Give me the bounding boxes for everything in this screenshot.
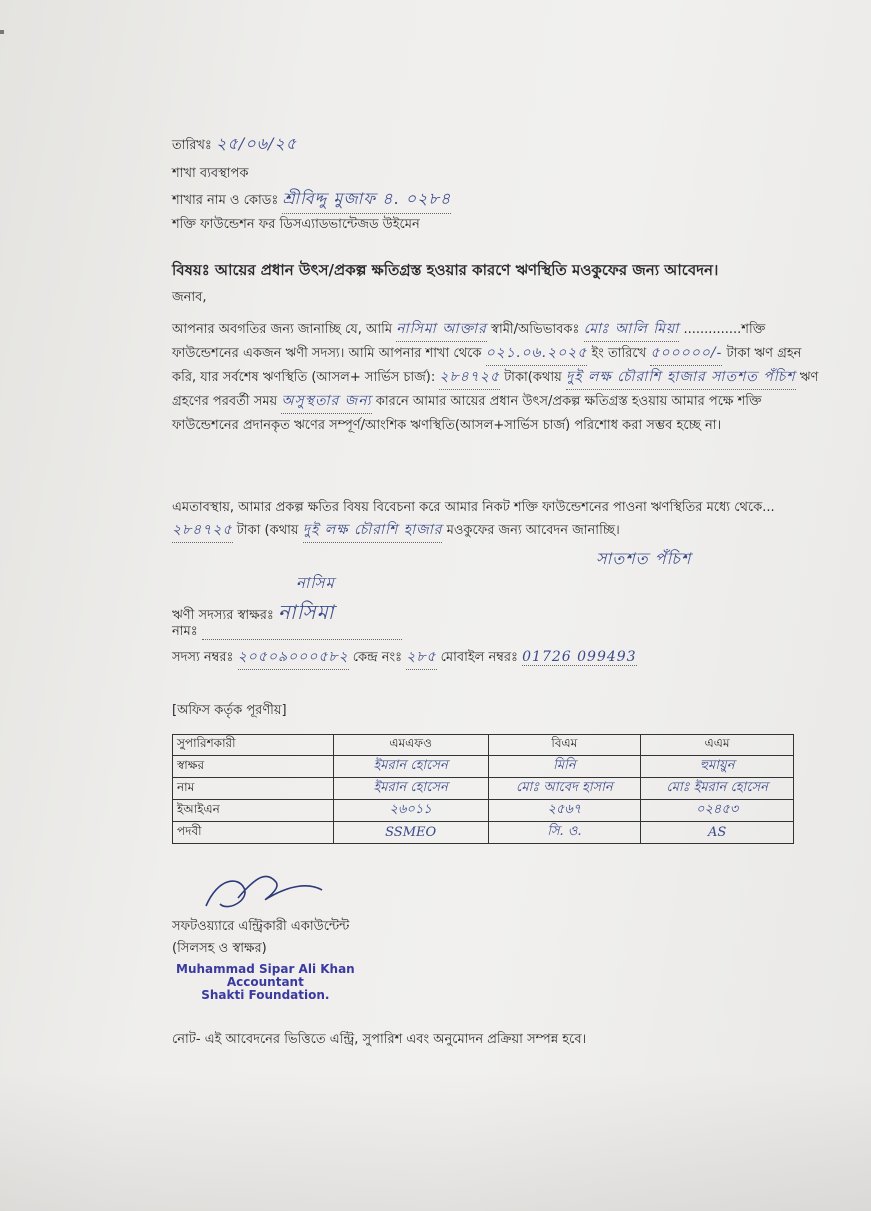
accountant-stamp bbox=[176, 963, 355, 1002]
recipient-title: শাখা ব্যবস্থাপক bbox=[172, 166, 249, 181]
subject-line: বিষয়ঃ আয়ের প্রধান উৎস/প্রকল্প ক্ষতিগ্রস্ত হওয়ার কারণে ঋণস্থিতি মওকুফের জন্য আবেদন। bbox=[172, 261, 719, 279]
body-paragraph-2 bbox=[172, 496, 822, 543]
mobile-number: 01726 099493 bbox=[522, 649, 637, 665]
accountant-signature bbox=[198, 868, 328, 918]
salutation: জনাব, bbox=[172, 290, 207, 305]
applicant-name: নাসিমা আক্তার bbox=[396, 318, 487, 342]
branch-line bbox=[172, 186, 451, 214]
member-id: ২০৫০৯০০০৫৮২ bbox=[238, 645, 349, 670]
waive-in-words: দুই লক্ষ চৌরাশি হাজার bbox=[303, 519, 443, 543]
column-header: এএম bbox=[641, 735, 794, 756]
member-sign-label: ঋণী সদস্যর স্বাক্ষরঃ bbox=[172, 608, 274, 623]
date-label: তারিখঃ bbox=[172, 138, 212, 153]
center-number: ২৮৫ bbox=[406, 645, 436, 670]
member-name-label: নামঃ bbox=[172, 624, 198, 639]
p1-text-h: কারনে আমার আয়ের প্রধান উৎস/প্রকল্প ক্ষতিগ্রস্ত হওয়ায় আমার পক্ষে শক্তি ফাউন্ডেশনের প্রদানকৃত ঋণের সম্পূর্ণ/আংশিক ঋণস্থিতি(আসল+সার্ভিস চার্জ) পরিশোধ করা সম্ভব হচ্ছে না। bbox=[172, 394, 762, 433]
p1-text-g: ঋণ গ্রহণের পরবর্তী সময় bbox=[172, 370, 819, 409]
am-ein: ০২৪৫৩ bbox=[641, 800, 794, 822]
row-label: স্বাক্ষর bbox=[173, 756, 334, 778]
footnote: নোট- এই আবেদনের ভিত্তিতে এন্ট্রি, সুপারিশ এবং অনুমোদন প্রক্রিয়া সম্পন্ন হবে। bbox=[172, 1032, 587, 1047]
waive-amount: ২৮৪৭২৫ bbox=[172, 519, 233, 543]
column-header: বিএম bbox=[488, 735, 641, 756]
am-name: মোঃ ইমরান হোসেন bbox=[641, 778, 794, 800]
table-row bbox=[173, 756, 794, 778]
table-row bbox=[173, 800, 794, 822]
member-sign-initial: নাসিম bbox=[296, 574, 335, 592]
date-line bbox=[172, 131, 297, 158]
member-signature: নাসিমা bbox=[277, 600, 335, 624]
center-label: কেন্দ্র নংঃ bbox=[352, 650, 403, 665]
p2-text-b: টাকা (কথায় bbox=[236, 523, 299, 538]
guardian-name: মোঃ আলি মিয়া bbox=[584, 318, 680, 342]
office-table bbox=[172, 734, 794, 844]
p1-text-c: ..............শক্তি ফাউন্ডেশনের একজন ঋণী সদস্য। আমি আপনার শাখা থেকে bbox=[172, 322, 766, 361]
bm-post: সি. ও. bbox=[488, 822, 641, 844]
row-label: নাম bbox=[173, 778, 334, 800]
loan-balance: ২৮৪৭২৫ bbox=[439, 366, 500, 390]
p2-text-c: মওকুফের জন্য আবেদন জানাচ্ছি। bbox=[446, 523, 620, 538]
mfo-signature: ইমরান হোসেন bbox=[333, 756, 488, 778]
am-signature: হুমায়ুন bbox=[641, 756, 794, 778]
balance-in-words: দুই লক্ষ চৌরাশি হাজার সাতশত পঁচিশ bbox=[566, 366, 796, 390]
loan-date: ০২১.০৬.২০২৫ bbox=[486, 342, 588, 366]
member-details-line bbox=[172, 645, 637, 670]
loan-amount: ৫০০০০০/- bbox=[650, 342, 722, 366]
org-name: শক্তি ফাউন্ডেশন ফর ডিসএ্যাডভান্টেজড উইমেন bbox=[172, 217, 420, 232]
table-row bbox=[173, 822, 794, 844]
row-label: সুপারিশকারী bbox=[173, 735, 334, 756]
date-value: ২৫/০৬/২৫ bbox=[216, 134, 298, 153]
member-id-label: সদস্য নম্বরঃ bbox=[172, 650, 234, 665]
table-row bbox=[173, 735, 794, 756]
mfo-name: ইমরান হোসেন bbox=[333, 778, 488, 800]
waive-in-words-continued: সাতশত পঁচিশ bbox=[596, 549, 692, 568]
bm-name: মোঃ আবেদ হাসান bbox=[488, 778, 641, 800]
row-label: ইআইএন bbox=[173, 800, 334, 822]
damage-cause: অসুস্থতার জন্য bbox=[281, 390, 371, 414]
mobile-label: মোবাইল নম্বরঃ bbox=[440, 650, 518, 665]
stamp-role: Accountant bbox=[226, 975, 304, 989]
office-heading: [অফিস কর্তৃক পূরণীয়] bbox=[172, 703, 287, 718]
p1-text-a: আপনার অবগতির জন্য জানাচ্ছি যে, আমি bbox=[172, 322, 393, 337]
table-row bbox=[173, 778, 794, 800]
stamp-name: Muhammad Sipar Ali Khan bbox=[176, 962, 355, 976]
branch-label: শাখার নাম ও কোডঃ bbox=[172, 193, 279, 208]
branch-value: শ্রীবিদ্দু মুজাফ ৪. ০২৮৪ bbox=[282, 186, 451, 214]
p1-text-f: টাকা(কথায় bbox=[504, 370, 562, 385]
p1-text-e: টাকা ঋণ গ্রহন করি, যার সর্বশেষ ঋণস্থিতি (আসল+ সার্ভিস চার্জ): bbox=[172, 346, 802, 385]
row-label: পদবী bbox=[173, 822, 334, 844]
accountant-title: সফটওয়্যারে এন্ট্রিকারী একাউন্টেন্ট bbox=[172, 919, 350, 934]
bm-ein: ২৫৬৭ bbox=[488, 800, 641, 822]
staple-mark bbox=[0, 30, 4, 34]
accountant-note: (সিলসহ ও স্বাক্ষর) bbox=[172, 941, 267, 956]
am-post: AS bbox=[641, 822, 794, 844]
mfo-post: SSMEO bbox=[333, 822, 488, 844]
column-header: এমএফও bbox=[333, 735, 488, 756]
bm-signature: মিনি bbox=[488, 756, 641, 778]
stamp-org: Shakti Foundation. bbox=[201, 988, 330, 1002]
body-paragraph-1 bbox=[172, 318, 822, 437]
p1-text-b: স্বামী/অভিভাবকঃ bbox=[491, 322, 580, 337]
member-name-blank bbox=[202, 624, 402, 640]
mfo-ein: ২৬০১১ bbox=[333, 800, 488, 822]
member-name-line bbox=[172, 622, 402, 643]
p1-text-d: ইং তারিখে bbox=[591, 346, 647, 361]
p2-text-a: এমতাবস্থায়, আমার প্রকল্প ক্ষতির বিষয় বিবেচনা করে আমার নিকট শক্তি ফাউন্ডেশনের পাওনা ঋণস্থিতির মধ্যে থেকে... bbox=[172, 500, 775, 515]
